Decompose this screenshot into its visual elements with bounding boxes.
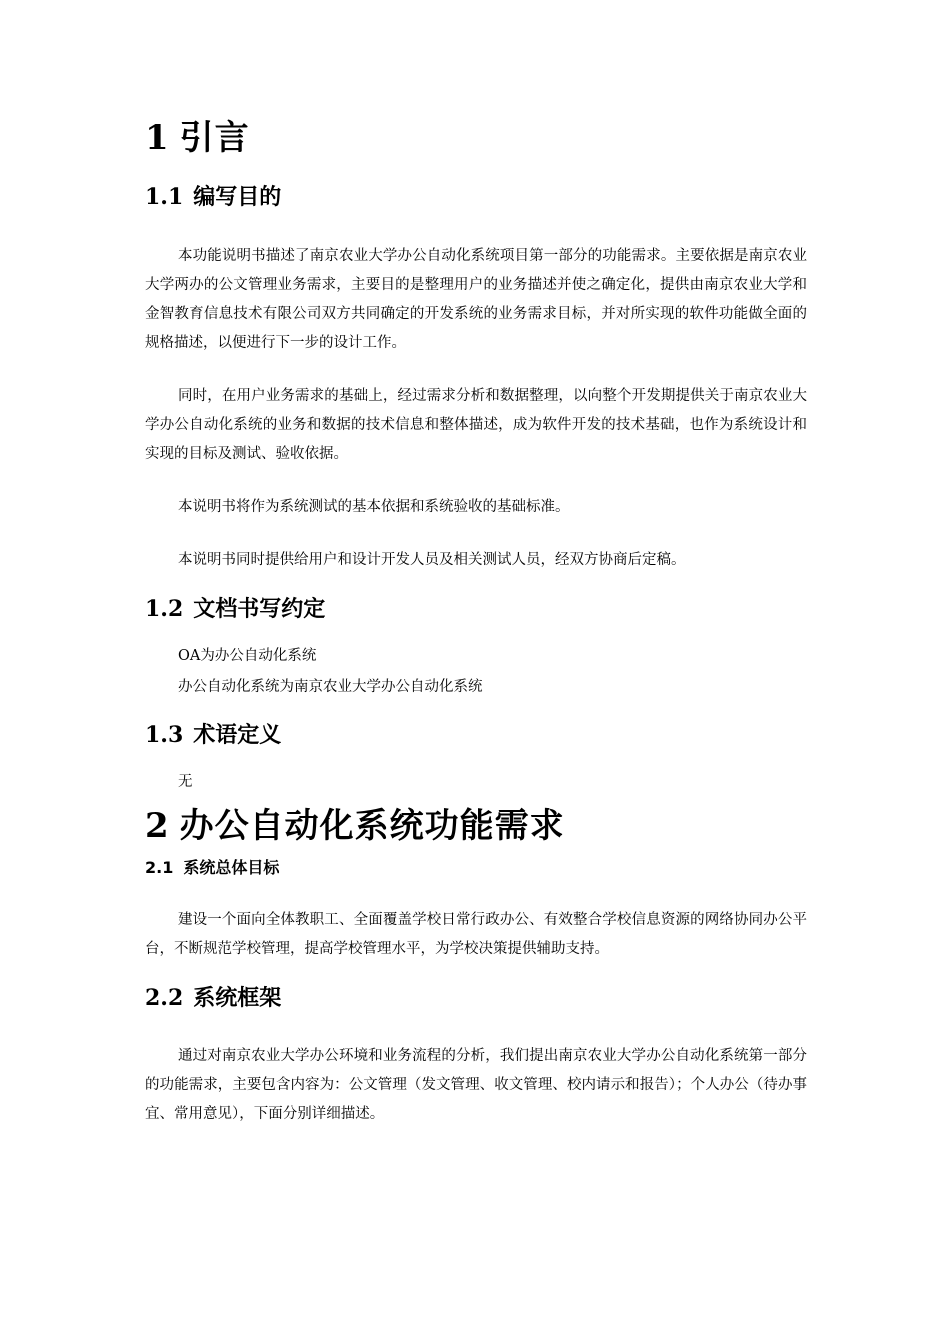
heading-1-1-purpose: [145, 183, 281, 211]
heading-title: 办公自动化系统功能需求: [179, 806, 565, 846]
heading-2-1-overall-goal: [145, 857, 279, 879]
heading-2-requirements: [145, 806, 565, 846]
heading-number: 1.2: [145, 596, 184, 622]
heading-title: 引言: [179, 118, 250, 158]
heading-number: 2: [145, 806, 170, 846]
heading-2-2-framework: [145, 984, 281, 1012]
heading-number: 2.1: [145, 858, 174, 877]
heading-1-2-conventions: [145, 595, 325, 623]
heading-1-3-terms: [145, 721, 281, 749]
paragraph-purpose-2: 同时，在用户业务需求的基础上，经过需求分析和数据整理，以向整个开发期提供关于南京农业大学办公自动化系统的业务和数据的技术信息和整体描述，成为软件开发的技术基础，也作为系统设计和实现的目标及测试、验收依据。: [145, 388, 807, 462]
convention-line-1: OA为办公自动化系统: [178, 648, 317, 664]
heading-title: 系统框架: [193, 985, 282, 1011]
paragraph-framework: 通过对南京农业大学办公环境和业务流程的分析，我们提出南京农业大学办公自动化系统第一部分的功能需求，主要包含内容为：公文管理（发文管理、收文管理、校内请示和报告）；个人办公（待办事宜、常用意见），下面分别详细描述。: [145, 1048, 807, 1122]
convention-line-2: 办公自动化系统为南京农业大学办公自动化系统: [178, 679, 483, 695]
heading-number: 1: [145, 118, 170, 158]
heading-title: 文档书写约定: [193, 596, 326, 622]
paragraph-purpose-4: 本说明书同时提供给用户和设计开发人员及相关测试人员，经双方协商后定稿。: [178, 552, 686, 568]
terms-line-1: 无: [178, 774, 193, 790]
document-page: [145, 0, 807, 1344]
paragraph-purpose-1: 本功能说明书描述了南京农业大学办公自动化系统项目第一部分的功能需求。主要依据是南京农业大学两办的公文管理业务需求，主要目的是整理用户的业务描述并使之确定化，提供由南京农业大学和金智教育信息技术有限公司双方共同确定的开发系统的业务需求目标，并对所实现的软件功能做全面的规格描述，以便进行下一步的设计工作。: [145, 248, 807, 351]
paragraph-overall-goal: 建设一个面向全体教职工、全面覆盖学校日常行政办公、有效整合学校信息资源的网络协同办公平台，不断规范学校管理，提高学校管理水平，为学校决策提供辅助支持。: [145, 912, 807, 957]
paragraph-purpose-3: 本说明书将作为系统测试的基本依据和系统验收的基础标准。: [178, 499, 570, 515]
heading-number: 1.1: [145, 184, 184, 210]
heading-1-introduction: [145, 118, 250, 158]
heading-title: 术语定义: [193, 722, 282, 748]
heading-number: 1.3: [145, 722, 184, 748]
heading-title: 编写目的: [193, 184, 282, 210]
heading-title: 系统总体目标: [183, 858, 280, 877]
heading-number: 2.2: [145, 985, 184, 1011]
